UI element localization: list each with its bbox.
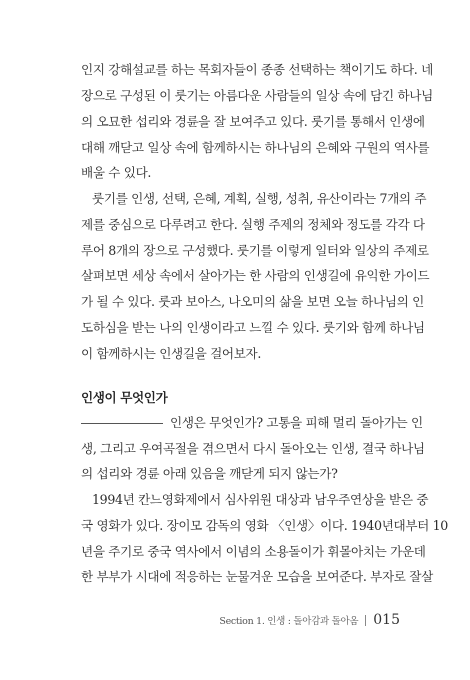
text-line: 가 될 수 있다. 룻과 보아스, 나오미의 삶을 보면 오늘 하나님의 인	[81, 294, 424, 309]
text-line: 한 부부가 시대에 적응하는 눈물겨운 모습을 보여준다. 부자로 잘살	[81, 569, 433, 584]
text-line: 루어 8개의 장으로 구성했다. 룻기를 이렇게 일터와 일상의 주제로	[81, 243, 429, 258]
lead-rule	[81, 423, 163, 424]
text-line: 배울 수 있다.	[81, 165, 152, 180]
footer-divider	[365, 615, 366, 626]
text-line: 1994년 칸느영화제에서 심사위원 대상과 남우주연상을 받은 중	[92, 492, 429, 507]
text-line: 이 함께하시는 인생길을 걸어보자.	[81, 346, 262, 361]
running-head: Section 1. 인생 : 돌아감과 돌아옴	[219, 616, 359, 627]
text-line: 년을 주기로 중국 역사에서 이념의 소용돌이가 휘몰아치는 가운데	[81, 544, 426, 559]
text-line: 장으로 구성된 이 룻기는 아름다운 사람들의 일상 속에 담긴 하나님	[81, 88, 433, 103]
text-line: 의 오묘한 섭리와 경륜을 잘 보여주고 있다. 룻기를 통해서 인생에	[81, 114, 425, 129]
text-line: 살펴보면 세상 속에서 살아가는 한 사람의 인생길에 유익한 가이드	[81, 268, 430, 283]
page-number: 015	[373, 612, 400, 628]
text-line: 도하심을 받는 나의 인생이라고 느낄 수 있다. 룻기와 함께 하나님	[81, 320, 425, 335]
text-line: 룻기를 인생, 선택, 은혜, 계획, 실행, 성취, 유산이라는 7개의 주	[92, 191, 427, 206]
section-heading: 인생이 무엇인가	[81, 390, 168, 405]
text-line: 의 섭리와 경륜 아래 있음을 깨닫게 되지 않는가?	[81, 466, 338, 481]
text-line: 생, 그리고 우여곡절을 겪으면서 다시 돌아오는 인생, 결국 하나님	[81, 441, 425, 456]
text-line: 인생은 무엇인가? 고통을 피해 멀리 돌아가는 인	[170, 415, 423, 430]
text-line: 국 영화가 있다. 장이모 감독의 영화 〈인생〉이다. 1940년대부터 10	[81, 518, 448, 533]
text-line: 대해 깨닫고 일상 속에 함께하시는 하나님의 은혜와 구원의 역사를	[81, 140, 430, 155]
text-line: 인지 강해설교를 하는 목회자들이 종종 선택하는 책이기도 하다. 네	[81, 62, 433, 77]
text-line: 제를 중심으로 다루려고 한다. 실행 주제의 정체와 정도를 각각 다	[81, 217, 425, 232]
page-footer	[219, 612, 400, 628]
